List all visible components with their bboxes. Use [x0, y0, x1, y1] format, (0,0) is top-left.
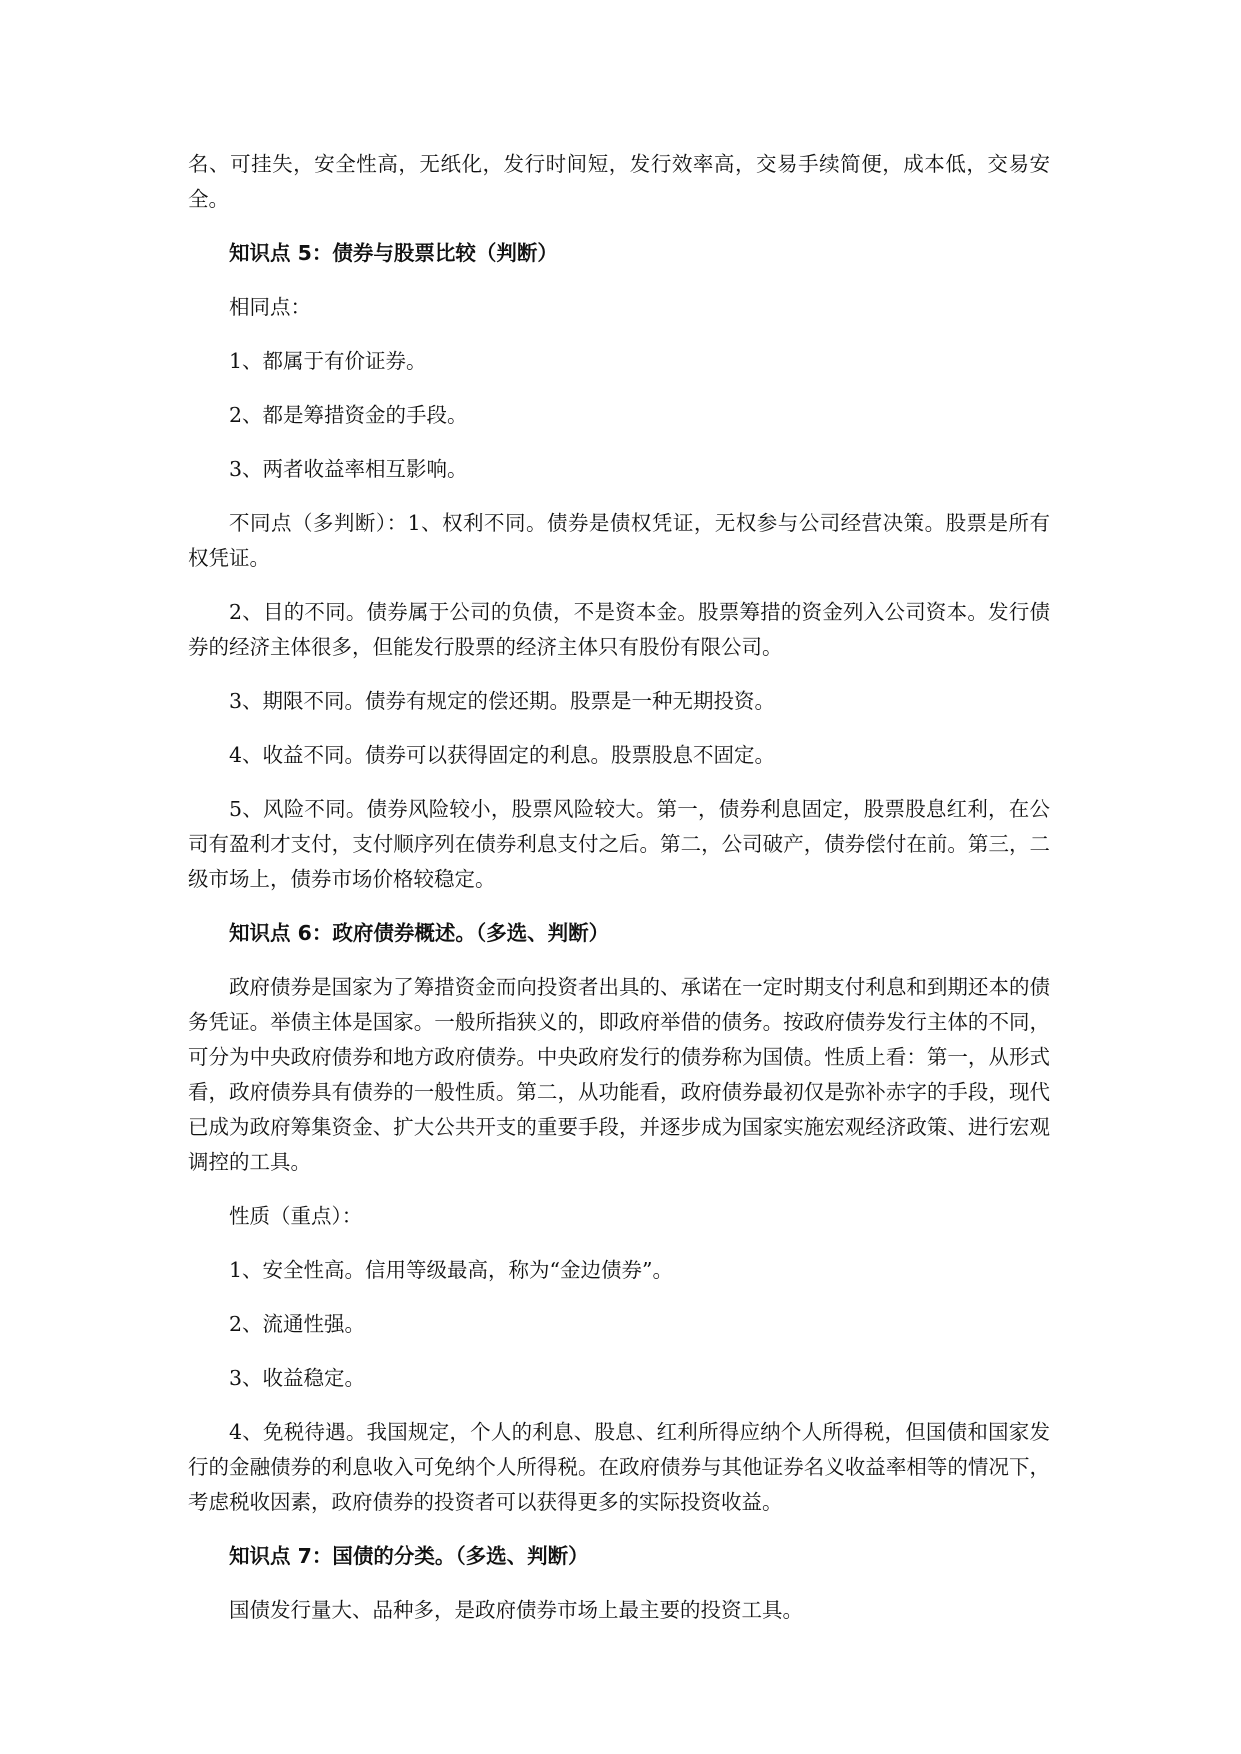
section-heading-7: 知识点 7：国债的分类。（多选、判断） [229, 1544, 589, 1568]
list-item-property-2: 2、流通性强。 [229, 1312, 366, 1336]
list-item-difference-3: 3、期限不同。债券有规定的偿还期。股票是一种无期投资。 [229, 689, 776, 713]
list-item-similarity-3: 3、两者收益率相互影响。 [229, 457, 468, 481]
paragraph-treasury-bonds: 国债发行量大、品种多，是政府债券市场上最主要的投资工具。 [229, 1598, 803, 1622]
section-heading-6: 知识点 6：政府债券概述。（多选、判断） [229, 921, 610, 945]
paragraph-properties-label: 性质（重点）： [229, 1204, 363, 1228]
list-item-similarity-2: 2、都是筹措资金的手段。 [229, 403, 468, 427]
list-item-similarity-1: 1、都属于有价证券。 [229, 349, 427, 373]
paragraph-similarities-label: 相同点： [229, 295, 311, 319]
list-item-property-3: 3、收益稳定。 [229, 1366, 366, 1390]
paragraph-government-bonds-overview: 政府债券是国家为了筹措资金而向投资者出具的、承诺在一定时期支付利息和到期还本的债务凭证。举债主体是国家。一般所指狭义的，即政府举借的债务。按政府债券发行主体的不同，可分为中央政府债券和地方政府债券。中央政府发行的债券称为国债。性质上看：第一，从形式看，政府债券具有债券的一般性质。第二，从功能看，政府债券最初仅是弥补赤字的手段，现代已成为政府筹集资金、扩大公共开支的重要手段，并逐步成为国家实施宏观经济政策、进行宏观调控的工具。 [188, 975, 1050, 1174]
list-item-property-1: 1、安全性高。信用等级最高，称为“金边债券”。 [229, 1258, 674, 1282]
paragraph-differences-1: 不同点（多判断）：1、权利不同。债券是债权凭证，无权参与公司经营决策。股票是所有权凭证。 [188, 511, 1050, 570]
document-body [188, 147, 1050, 1647]
section-heading-5: 知识点 5：债券与股票比较（判断） [229, 241, 558, 265]
list-item-difference-5: 5、风险不同。债券风险较小，股票风险较大。第一，债券利息固定，股票股息红利，在公司有盈利才支付，支付顺序列在债券利息支付之后。第二，公司破产，债券偿付在前。第三，二级市场上，债券市场价格较稳定。 [188, 797, 1050, 891]
list-item-difference-4: 4、收益不同。债券可以获得固定的利息。股票股息不固定。 [229, 743, 776, 767]
list-item-property-4: 4、免税待遇。我国规定，个人的利息、股息、红利所得应纳个人所得税，但国债和国家发行的金融债券的利息收入可免纳个人所得税。在政府债券与其他证券名义收益率相等的情况下，考虑税收因素，政府债券的投资者可以获得更多的实际投资收益。 [188, 1420, 1050, 1514]
list-item-difference-2: 2、目的不同。债券属于公司的负债，不是资本金。股票筹措的资金列入公司资本。发行债券的经济主体很多，但能发行股票的经济主体只有股份有限公司。 [188, 600, 1050, 659]
paragraph-continuation: 名、可挂失，安全性高，无纸化，发行时间短，发行效率高，交易手续简便，成本低，交易安全。 [188, 152, 1050, 211]
